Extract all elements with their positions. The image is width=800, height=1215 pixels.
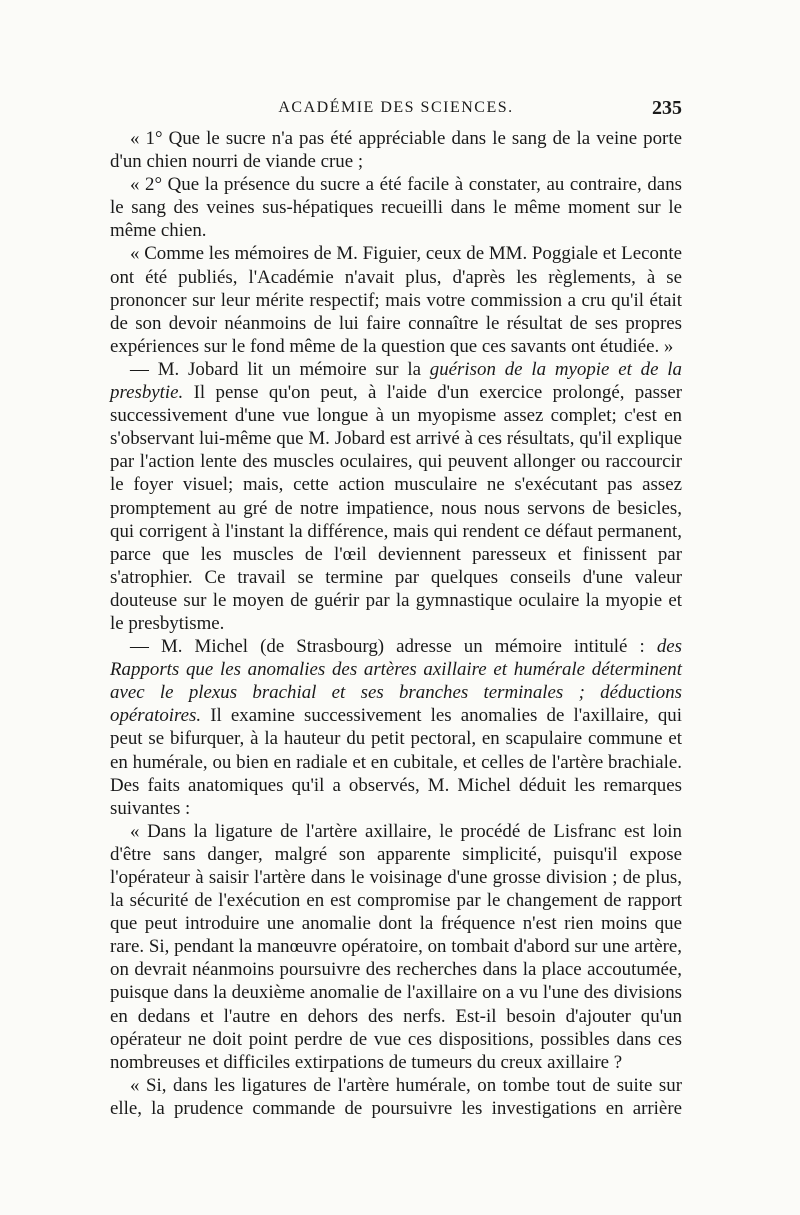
paragraph-jobard-memoir — [110, 358, 682, 635]
body-text — [110, 127, 682, 1120]
michel-memoir-title: des Rapports que les anomalies des artères axillaire et humérale déterminent avec le plexus brachial et ses branches terminales ; déductions opératoires. — [110, 636, 682, 727]
jobard-memoir-title: guérison de la myopie et de la presbytie. — [110, 358, 683, 404]
paragraph-sugar-portal-vein: « 1° Que le sucre n'a pas été appréciable dans le sang de la veine porte d'un chien nourri de viande crue ; — [110, 128, 682, 173]
page-number: 235 — [652, 97, 682, 119]
paragraph-axillary-ligature: « Dans la ligature de l'artère axillaire, le procédé de Lisfranc est loin d'être sans danger, malgré son apparente simplicité, puisqu'il expose l'opérateur à saisir l'artère dans le voisinage d'une grosse division ; de plus, la sécurité de l'exécution en est compromise par le changement de rapport que peut introduire une anomalie dont la fréquence n'est rien moins que rare. Si, pendant la manœuvre opératoire, on tombait d'abord sur une artère, on devrait néanmoins poursuivre des recherches dans la place accoutumée, puisque dans la deuxième anomalie de l'axillaire on a vu l'une des divisions en dedans et l'autre en dehors des nerfs. Est-il besoin d'ajouter qu'un opérateur ne doit point perdre de vue ces dispositions, possibles dans ces nombreuses et difficiles extirpations de tumeurs du creux axillaire ? — [110, 820, 682, 1073]
jobard-intro: — M. Jobard lit un mémoire sur la — [130, 358, 430, 380]
jobard-summary: Il pense qu'on peut, à l'aide d'un exercice prolongé, passer successivement d'une vue longue à un myopisme assez complet; c'est en s'observant lui-même que M. Jobard est arrivé à ces résultats, qu'il explique par l'action lente des muscles oculaires, qui peuvent allonger ou raccourcir le foyer visuel; mais, cette action musculaire ne s'exécutant pas assez promptement au gré de notre impatience, nous nous servons de besicles, qui corrigent à l'instant la différence, mais qui rendent ce défaut permanent, parce que les muscles de l'œil deviennent paresseux et finissent par s'atrophier. Ce travail se termine par quelques conseils d'une valeur douteuse sur le moyen de guérir par la gymnastique oculaire la myopie et le presbytisme. — [110, 382, 682, 634]
running-title: ACADÉMIE DES SCIENCES. — [278, 99, 514, 116]
paragraph-commission-conclusion: « Comme les mémoires de M. Figuier, ceux de MM. Poggiale et Leconte ont été publiés, l'Académie n'avait plus, d'après les règlements, à se prononcer sur leur mérite respectif; mais votre commission a cru qu'il était de son devoir néanmoins de lui faire connaître le résultat de ses propres expériences sur le fond même de la question que ces savants ont étudiée. » — [110, 243, 682, 357]
paragraph-sugar-hepatic-veins: « 2° Que la présence du sucre a été facile à constater, au contraire, dans le sang des veines sus-hépatiques recueilli dans le même moment sur le même chien. — [110, 174, 682, 242]
paragraph-humeral-ligature: « Si, dans les ligatures de l'artère humérale, on tombe tout de suite sur elle, la prudence commande de poursuivre les investigations en arrière — [110, 1074, 682, 1119]
michel-summary: Il examine successivement les anomalies de l'axillaire, qui peut se bifurquer, à la hauteur du petit pectoral, en scapulaire commune et en humérale, ou bien en radiale et en cubitale, et celles de l'artère brachiale. Des faits anatomiques qu'il a observés, M. Michel déduit les remarques suivantes : — [110, 705, 682, 819]
michel-intro: — M. Michel (de Strasbourg) adresse un mémoire intitulé : — [130, 636, 657, 658]
paragraph-michel-memoir — [110, 635, 682, 820]
running-header — [110, 99, 682, 125]
